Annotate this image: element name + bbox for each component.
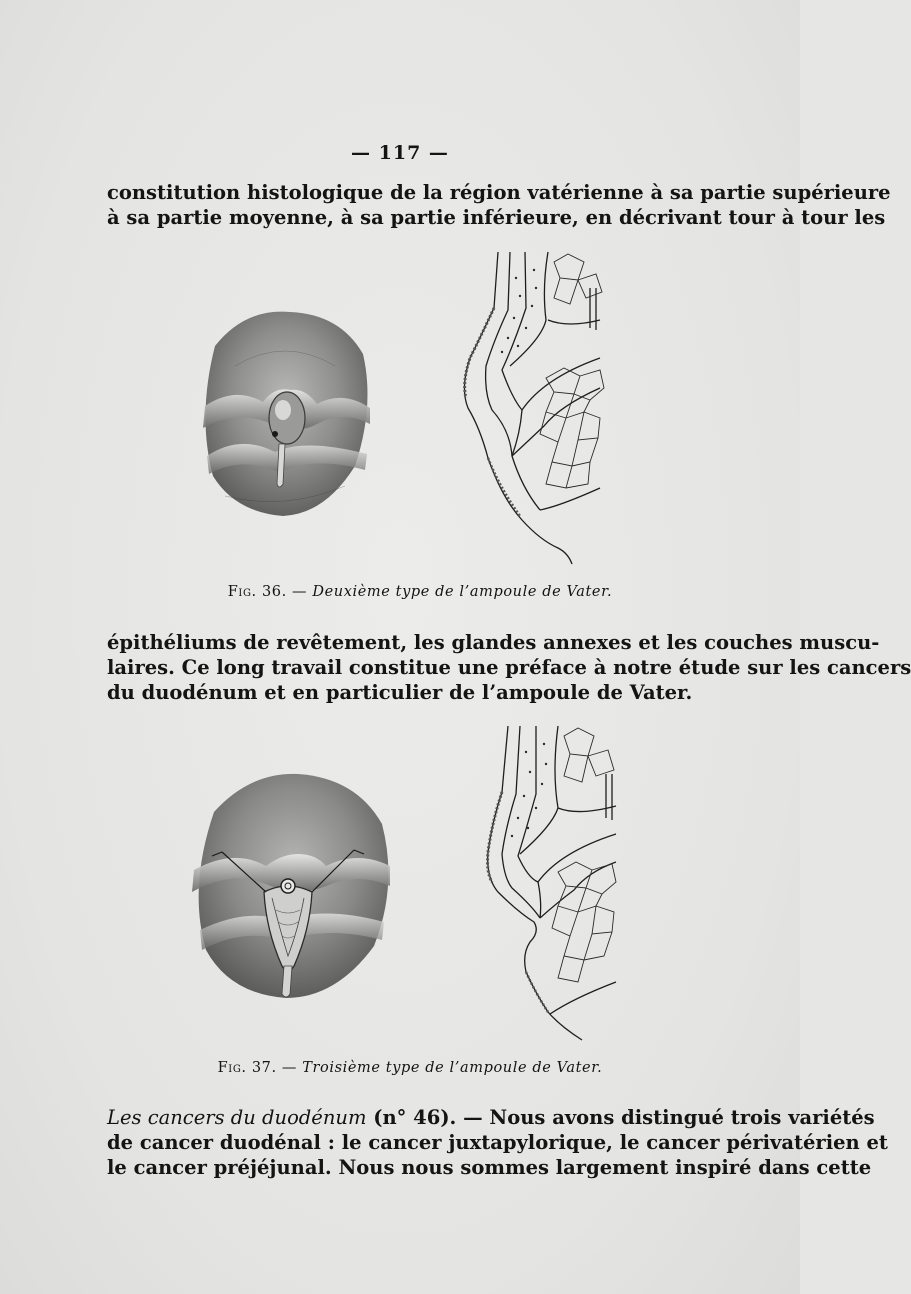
figure-37-title: Troisième type de l’ampoule de Vater. <box>302 1060 603 1076</box>
section-lead-italic: Les cancers du duodénum <box>107 1106 367 1129</box>
figure-37-label: Fig. 37. <box>217 1060 277 1076</box>
page-number: — 117 — <box>351 142 449 164</box>
text-line <box>107 1105 875 1130</box>
figure-36-ampulla-front-view <box>195 306 375 521</box>
caption-dash: — <box>286 584 313 600</box>
caption-dash: — <box>276 1060 303 1076</box>
text-run: (n° 46). — Nous avons distingué trois variétés <box>366 1106 875 1129</box>
text-line: laires. Ce long travail constitue une préface à notre étude sur les cancers <box>107 656 911 679</box>
figure-37-ampulla-incised-view <box>186 770 398 1002</box>
text-line: le cancer préjéjunal. Nous nous sommes largement inspiré dans cette <box>107 1156 872 1179</box>
figure-37-caption <box>10 1060 810 1076</box>
paragraph-3 <box>107 1105 888 1180</box>
text-line: du duodénum et en particulier de l’ampoule de Vater. <box>107 681 693 704</box>
text-line: de cancer duodénal : le cancer juxtapylorique, le cancer périvatérien et <box>107 1131 888 1154</box>
paragraph-2 <box>107 630 911 705</box>
text-line: à sa partie moyenne, à sa partie inférieure, en décrivant tour à tour les <box>107 206 886 229</box>
figure-36-title: Deuxième type de l’ampoule de Vater. <box>312 584 613 600</box>
figure-36-section-drawing <box>450 248 630 573</box>
text-line: constitution histologique de la région vatérienne à sa partie supérieure <box>107 181 891 204</box>
paragraph-1 <box>107 180 891 230</box>
figure-36-label: Fig. 36. <box>227 584 287 600</box>
figure-36-caption <box>20 584 820 600</box>
text-line: épithéliums de revêtement, les glandes annexes et les couches muscu- <box>107 631 880 654</box>
figure-37-section-drawing <box>478 722 638 1047</box>
